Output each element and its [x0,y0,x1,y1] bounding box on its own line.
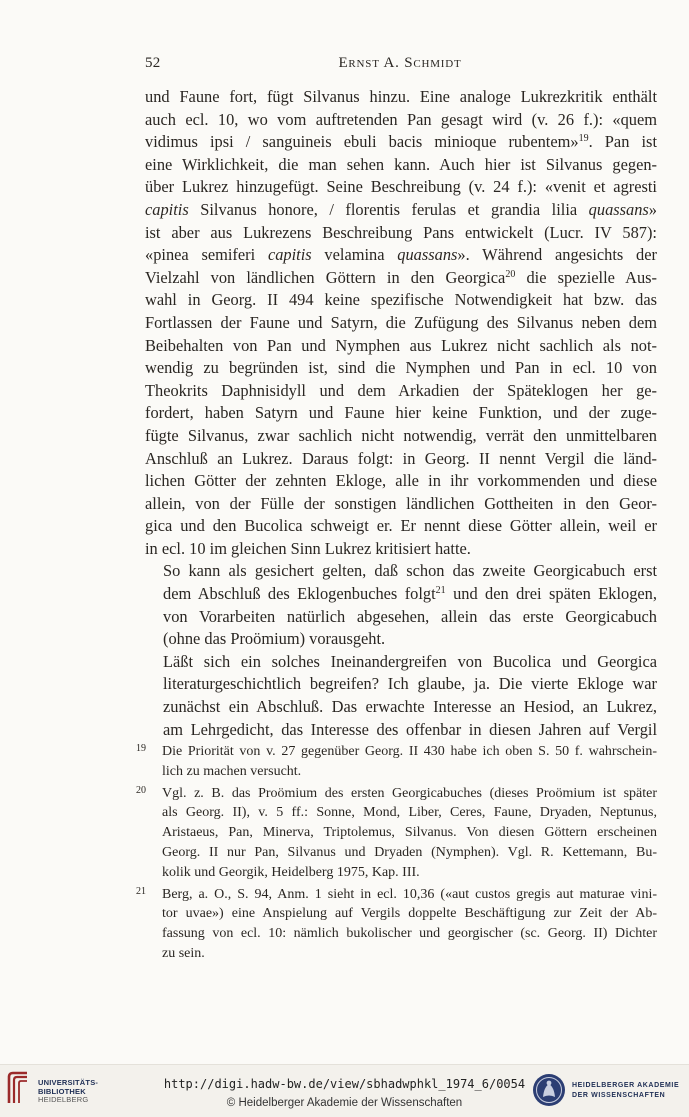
footnote-21 [136,885,657,964]
main-text [145,86,657,741]
text-line: fügte Silvanus, zwar sachlich nicht notwendig, verrät den unmittelbaren [145,425,657,445]
text-line: fordert, haben Satyrn und Faune hier keine Funktion, und der zuge- [145,403,657,423]
footnote-line: kolik und Georgik, Heidelberg 1975, Kap. III. [162,864,420,880]
footnote-line: tor uvae») eine Anspielung auf Vergils doppelte Beschäftigung zur Zeit der Ab- [162,906,657,922]
page-number: 52 [145,55,161,71]
text-line: zunächst ein Abschluß. Das erwachte Interesse an Hesiod, an Lukrez, [163,697,657,717]
footnote-ref-20[interactable]: 20 [505,268,516,280]
text-line: (ohne das Proömium) vorausgeht. [163,629,386,649]
footnote-line: als Georg. II), v. 5 ff.: Sonne, Mond, Liber, Ceres, Faune, Dryaden, Neptunus, [162,805,657,821]
text-line: über Lukrez hinzugefügt. Seine Beschreibung (v. 24 f.): «venit et agresti [145,177,657,197]
footnote-line: zu sein. [162,945,205,961]
copyright-notice: © Heidelberger Akademie der Wissenschaften [226,1097,463,1109]
footnote-ref-19[interactable]: 19 [578,133,589,145]
footnote-line: Die Priorität von v. 27 gegenüber Georg. II 430 habe ich oben S. 50 f. wahrschein- [162,744,657,759]
footnote-line: fassung von ecl. 10: nämlich bukolischer und georgischer (sc. Georg. II) Dichter [162,926,657,942]
text-line: Fortlassen der Faune und Satyrn, die Zufügung des Silvanus neben dem [145,312,657,332]
footnote-line: lich zu machen versucht. [162,763,302,779]
text-line: lichen Götter der zehnten Ekloge, alle in ihr vorkommenden und diese [145,471,657,491]
viewer-footer [0,1064,689,1117]
text-line: «pinea semiferi capitis velamina quassans». Während angesichts der [145,245,657,265]
footnote-20 [136,784,657,883]
text-line: Theokrits Daphnisidyll und dem Arkadien der Späteklogen her ge- [145,380,657,400]
page-header [145,55,655,75]
text-line: Anschluß an Lukrez. Daraus folgt: in Georg. II nennt Vergil die länd- [145,448,657,468]
footnote-number: 19 [136,743,146,754]
text-line: capitis Silvanus honore, / florentis ferulas et grandia lilia quassans» [145,199,657,219]
text-line: am Lehrgedicht, das Interesse des offenbar in diesen Jahren auf Vergil [163,719,657,739]
footnote-line: Aristaeus, Pan, Minerva, Triptolemus, Silvanus. Von diesen Göttern erscheinen [162,825,657,841]
text-line: Läßt sich ein solches Ineinandergreifen von Bucolica und Georgica [163,651,657,671]
academy-seal-icon [532,1073,566,1107]
text-line: literaturgeschichtlich begreifen? Ich glaube, ja. Die vierte Ekloge war [163,674,657,694]
footnote-19 [136,742,657,782]
text-line: wahl in Georg. II 494 keine spezifische Notwendigkeit hat bzw. das [145,290,657,310]
running-head: Ernst A. Schmidt [338,55,462,71]
text-line: gica und den Bucolica schweigt er. Er nennt diese Götter allein, weil er [145,516,657,536]
text-line: So kann als gesichert gelten, daß schon das zweite Georgicabuch erst [163,561,657,581]
paragraph-3 [145,651,657,741]
text-line: vidimus ipsi / sanguineis ebuli bacis minioque rubentem»$^{19}$. Pan ist [145,132,657,152]
footnotes [136,742,657,966]
text-line: wendig zu begründen ist, sind die Nymphen und Pan in ecl. 10 von [145,358,657,378]
university-library-name: UNIVERSITÄTS- BIBLIOTHEK HEIDELBERG [38,1078,99,1104]
text-line: ist aber aus Lukrezens Beschreibung Pans entwickelt (Lucr. IV 587): [145,222,657,242]
footnote-number: 21 [136,885,146,897]
text-line: von Vorarbeiten natürlich abgesehen, allein das erste Georgicabuch [163,606,657,626]
footnote-line: Vgl. z. B. das Proömium des ersten Georgicabuches (dieses Proömium ist später [162,785,657,801]
permalink-url[interactable]: http://digi.hadw-bw.de/view/sbhadwphkl_1974_6/0054 [163,1077,526,1091]
academy-name: HEIDELBERGER AKADEMIE DER WISSENSCHAFTEN [572,1082,680,1099]
text-line: auch ecl. 10, wo vom auftretenden Pan gesagt wird (v. 26 f.): «quem [145,109,657,129]
text-line: allein, von der Fülle der sonstigen ländlichen Gottheiten in den Geor- [145,493,657,513]
footnote-line: Berg, a. O., S. 94, Anm. 1 sieht in ecl. 10,36 («aut custos gregis aut maturae vini- [162,886,657,902]
paragraph-1 [145,86,657,560]
footnote-line: Georg. II nur Pan, Silvanus und Dryaden (Nymphen). Vgl. R. Kettemann, Bu- [162,844,657,860]
text-line: und Faune fort, fügt Silvanus hinzu. Eine analoge Lukrezkritik enthält [145,87,657,106]
footnote-ref-21[interactable]: 21 [435,585,446,597]
text-line: dem Abschluß des Eklogenbuches folgt$^{21}$ und den drei späten Eklogen, [163,584,657,604]
text-line: Beibehalten von Pan und Nymphen aus Lukrez nicht sachlich als not- [145,335,657,355]
text-line: in ecl. 10 im gleichen Sinn Lukrez kritisiert hatte. [145,538,471,558]
text-line: Vielzahl von ländlichen Göttern in den Georgica$^{20}$ die spezielle Aus- [145,267,657,287]
paragraph-2 [145,560,657,650]
footnote-number: 20 [136,784,146,796]
text-line: eine Wirklichkeit, die man sehen kann. Auch hier ist Silvanus gegen- [145,154,657,174]
